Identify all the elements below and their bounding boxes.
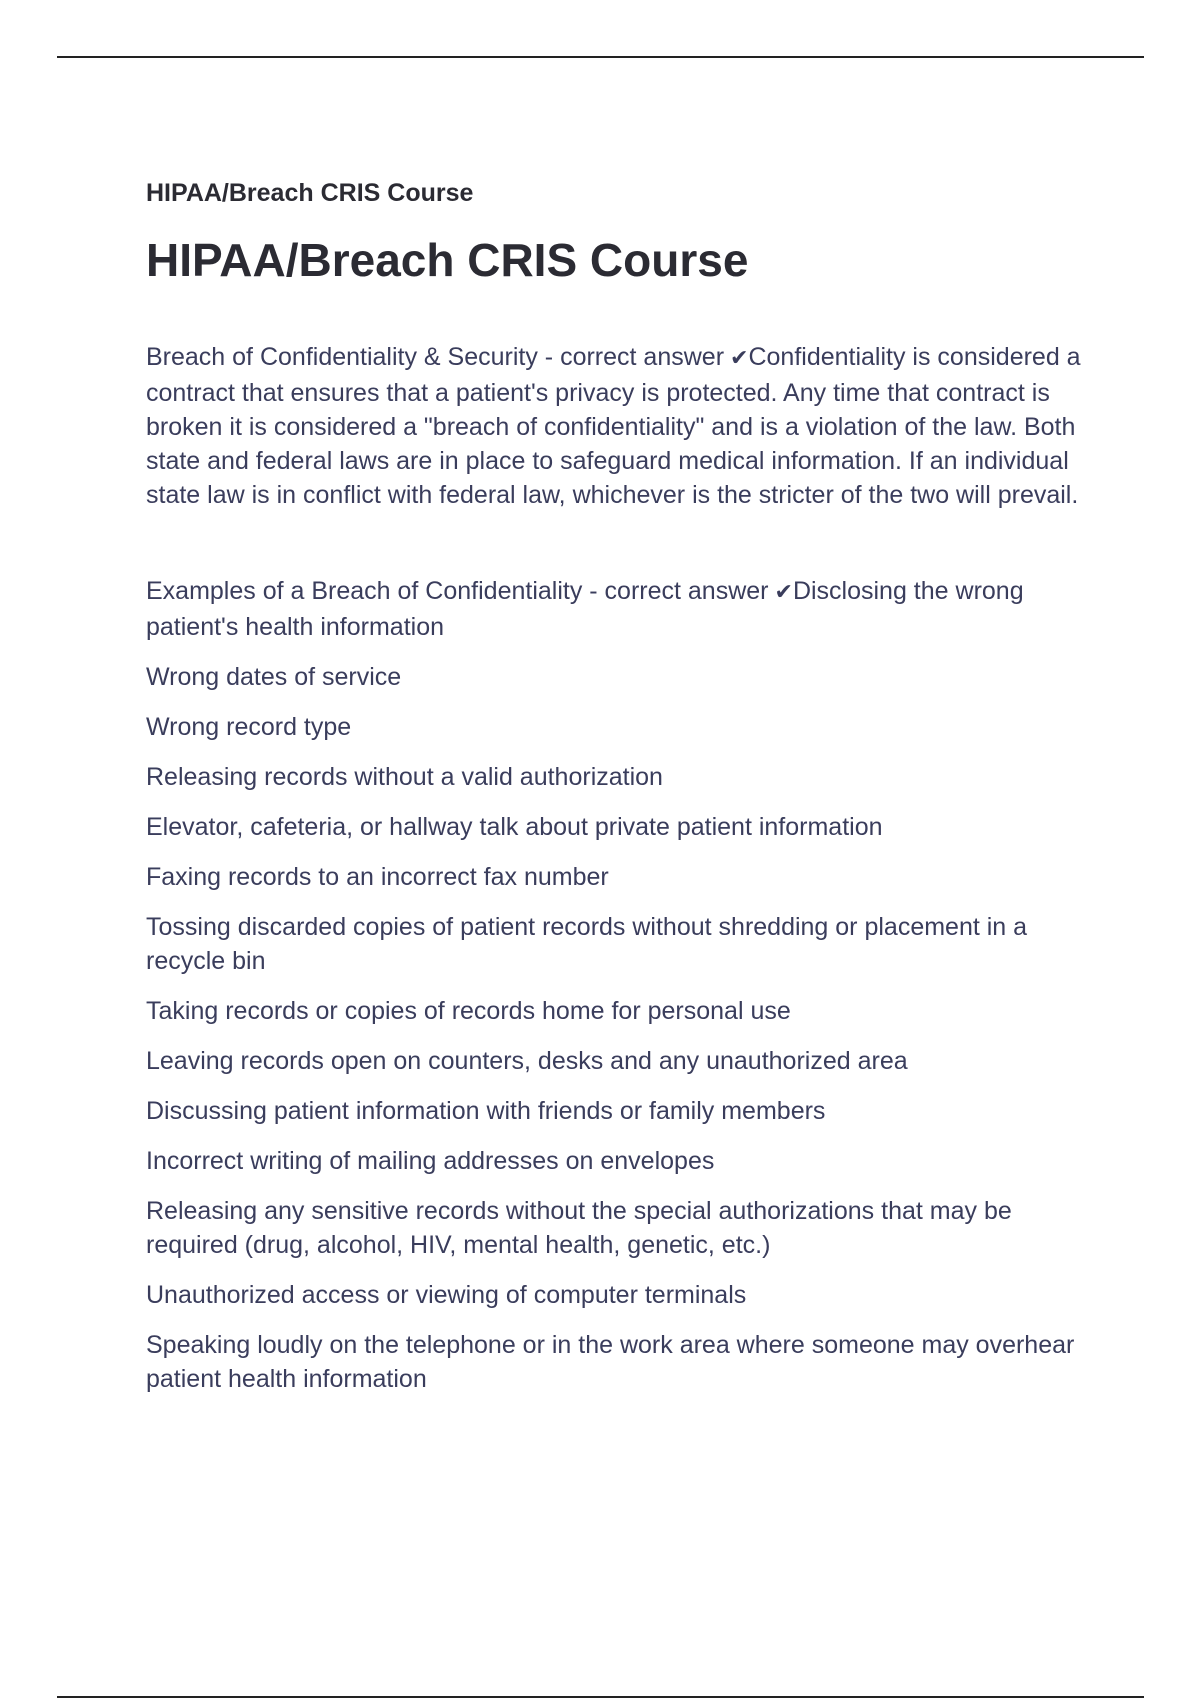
- page-title: HIPAA/Breach CRIS Course: [146, 234, 749, 286]
- qa-answer: Disclosing the wrong patient's health information: [146, 577, 1024, 641]
- qa-item: [146, 340, 1096, 512]
- list-item: Speaking loudly on the telephone or in the work area where someone may overhear patient health information: [146, 1331, 1075, 1393]
- list-item: Tossing discarded copies of patient records without shredding or placement in a recycle bin: [146, 913, 1028, 975]
- header-title: HIPAA/Breach CRIS Course: [146, 179, 474, 207]
- list-item: Releasing any sensitive records without the special authorizations that may be required (drug, alcohol, HIV, mental health, genetic, etc.): [146, 1197, 1012, 1259]
- list-item: Wrong dates of service: [146, 663, 402, 691]
- list-item: Taking records or copies of records home for personal use: [146, 997, 791, 1025]
- qa-answer: Confidentiality is considered a contract that ensures that a patient's privacy is protected. Any time that contract is broken it is considered a "breach of confidentiality" and is a violation of the law. Both state and federal laws are in place to safeguard medical information. If an individual state law is in conflict with federal law, whichever is the stricter of the two will prevail.: [146, 343, 1081, 509]
- qa-question: Breach of Confidentiality & Security - correct answer: [146, 343, 725, 371]
- list-item: Unauthorized access or viewing of computer terminals: [146, 1281, 747, 1309]
- qa-question: Examples of a Breach of Confidentiality - correct answer: [146, 577, 769, 605]
- list-item: Discussing patient information with friends or family members: [146, 1097, 826, 1125]
- qa-item: [146, 574, 1096, 644]
- checkmark-icon: ✔: [774, 580, 793, 605]
- list-item: Wrong record type: [146, 713, 352, 741]
- top-rule: [57, 56, 1144, 58]
- list-item: Faxing records to an incorrect fax number: [146, 863, 609, 891]
- list-item: Incorrect writing of mailing addresses on envelopes: [146, 1147, 715, 1175]
- list-item: Releasing records without a valid authorization: [146, 763, 663, 791]
- list-item: Leaving records open on counters, desks and any unauthorized area: [146, 1047, 908, 1075]
- list-item: Elevator, cafeteria, or hallway talk about private patient information: [146, 813, 883, 841]
- bottom-rule: [57, 1696, 1144, 1698]
- checkmark-icon: ✔: [730, 346, 749, 371]
- document-body: [146, 176, 1096, 1396]
